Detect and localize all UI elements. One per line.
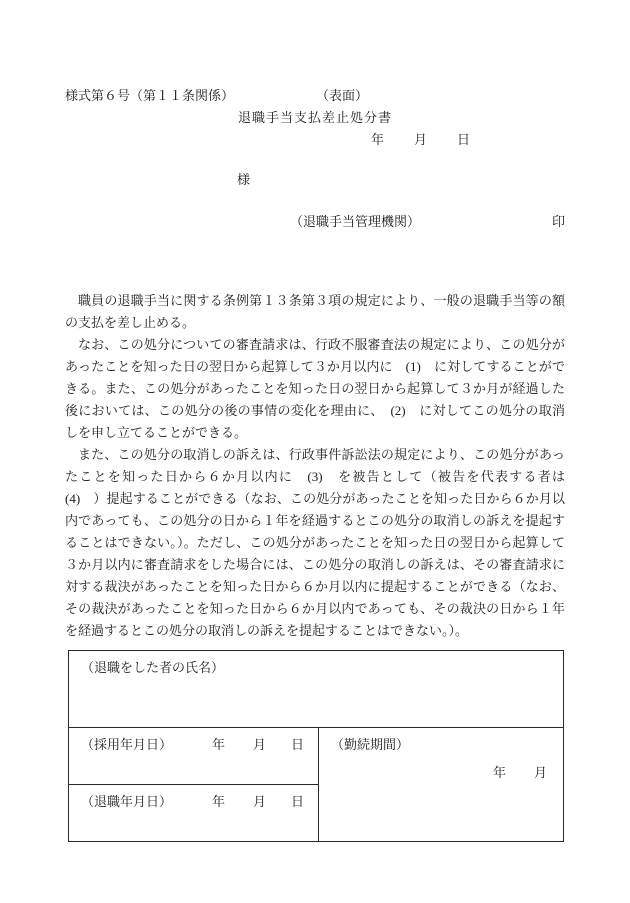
retiree-info-table (68, 650, 564, 842)
paragraph-disposition: 職員の退職手当に関する条例第１３条第３項の規定により、一般の退職手当等の額の支払を差し止める。 (65, 293, 565, 330)
service-period-values (331, 762, 551, 784)
hire-date-label: （採用年月日） (81, 737, 173, 752)
hire-date-cell (69, 728, 319, 785)
retiree-name-label: （退職をした者の氏名） (81, 660, 225, 675)
hire-year-label: 年 (211, 737, 225, 752)
seal-mark: 印 (551, 214, 565, 229)
retiree-name-cell (69, 651, 564, 728)
paragraph-lawsuit: また、この処分の取消しの訴えは、行政事件訴訟法の規定により、この処分があったことを知った日から６か月以内に (3) を被告として（被告を代表する者は (4) ）提起することができる（なお、この処分があったことを知った日から６か月以内であっても、この処分の日から１年を経過するとこの処分の取消しの訴えを提起することはできない。）。ただし、この処分があったことを知った日の翌日から起算して３か月以内に審査請求をした場合には、この処分の取消しの訴えは、その審査請求に対する裁決があったことを知った日から６か月以内に提起することができる（なお、その裁決があったことを知った日から６か月以内であっても、その裁決の日から１年を経過するとこの処分の取消しの訴えを提起することはできない。）。 (65, 447, 579, 638)
period-year-label: 年 (492, 765, 506, 780)
issue-date-line (65, 129, 565, 151)
face-side-label: （表面） (316, 88, 369, 103)
hire-day-label: 日 (290, 737, 304, 752)
date-day-label: 日 (456, 132, 470, 147)
form-number: 様式第６号（第１１条関係） (65, 88, 235, 103)
document-title: 退職手当支払差止処分書 (237, 110, 392, 125)
addressee-honorific: 様 (237, 172, 251, 187)
addressee-line (65, 169, 565, 191)
hire-month-label: 月 (252, 737, 266, 752)
retirement-day-label: 日 (290, 794, 304, 809)
issuer-label: （退職手当管理機関） (290, 214, 421, 229)
paragraph-review-request: なお、この処分についての審査請求は、行政不服審査法の規定により、この処分があったことを知った日の翌日から起算して３か月以内に (1) に対してすることができる。また、この処分があったことを知った日の翌日から起算して３か月が経過した後においては、この処分の後の事情の変化を理由に、 (2) に対してこの処分の取消しを申し立てることができる。 (65, 337, 565, 440)
issuer-line (65, 211, 565, 233)
retirement-date-label: （退職年月日） (81, 794, 173, 809)
retirement-year-label: 年 (211, 794, 225, 809)
retirement-date-cell (69, 785, 319, 842)
table-row (69, 651, 564, 728)
table-row (69, 728, 564, 785)
date-month-label: 月 (413, 132, 427, 147)
date-year-label: 年 (370, 132, 384, 147)
form-header-line (65, 85, 565, 107)
period-month-label: 月 (534, 765, 548, 780)
body-text (65, 290, 579, 642)
retirement-month-label: 月 (252, 794, 266, 809)
service-period-cell (319, 728, 564, 842)
service-period-label: （勤続期間） (331, 737, 410, 752)
